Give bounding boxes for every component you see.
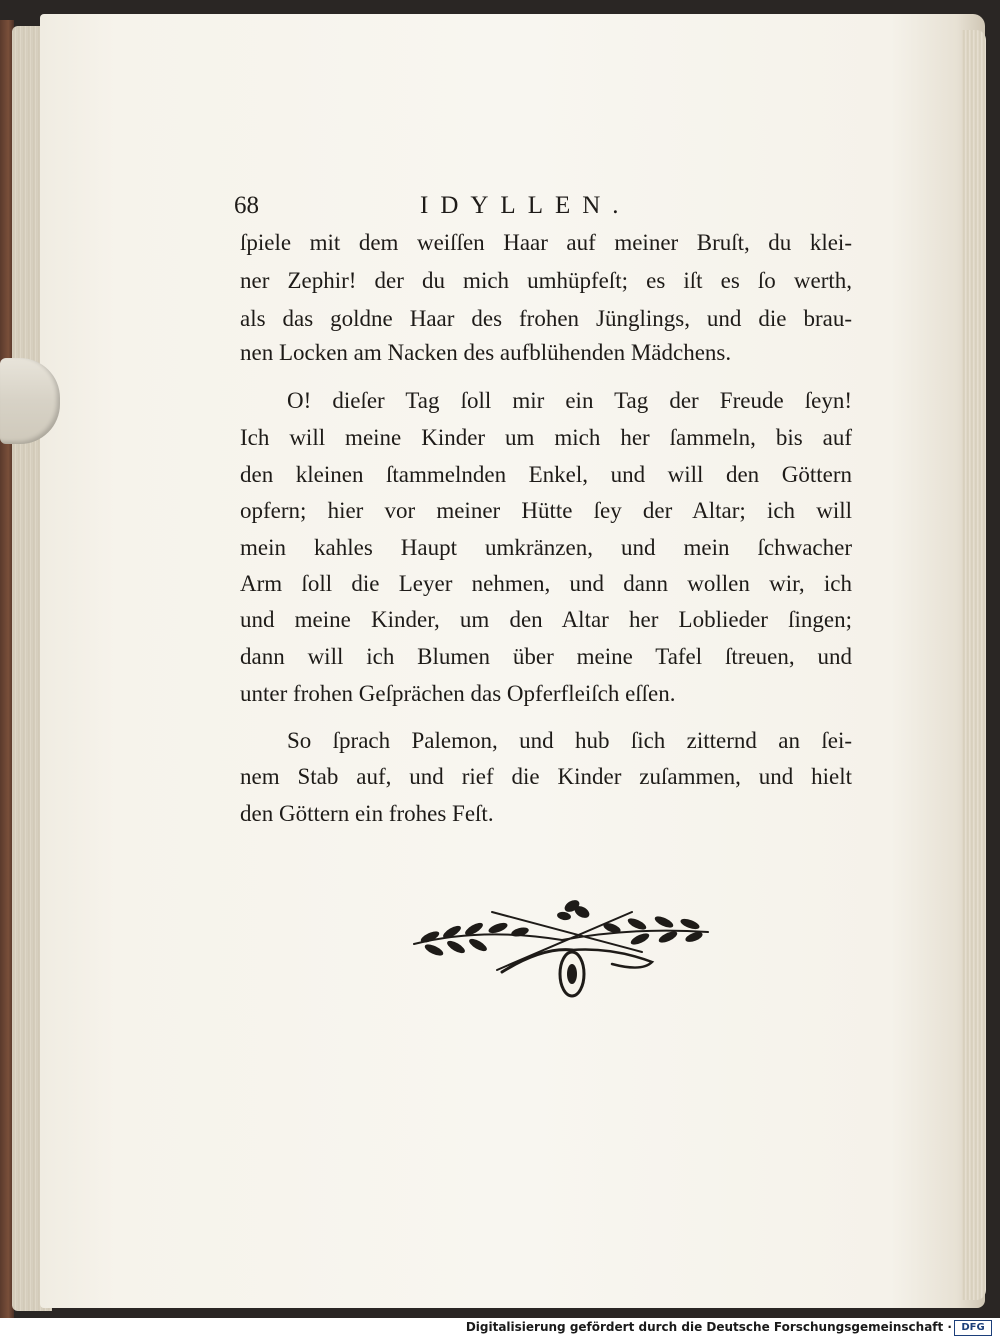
dfg-logo: DFG — [954, 1320, 992, 1336]
text-line: opfern; hier vor meiner Hütte ſey der Altar; ich will — [240, 498, 852, 523]
text-line: ner Zephir! der du mich umhüpfeſt; es iſt es ſo werth, — [240, 268, 852, 293]
text-line: Ich will meine Kinder um mich her ſammeln, bis auf — [240, 425, 852, 450]
text-line: dann will ich Blumen über meine Tafel ſtreuen, und — [240, 644, 852, 669]
page-edges-right — [962, 30, 986, 1300]
laurel-and-instruments-vignette-icon — [412, 892, 712, 1002]
text-line: So ſprach Palemon, und hub ſich zitternd an ſei- — [287, 728, 852, 753]
text-line: ſpiele mit dem weiſſen Haar auf meiner Bruſt, du klei- — [240, 230, 852, 255]
running-title: IDYLLEN. — [420, 192, 631, 219]
text-line: nem Stab auf, und rief die Kinder zuſammen, und hielt — [240, 764, 852, 789]
text-line: den kleinen ſtammelnden Enkel, und will den Göttern — [240, 462, 852, 487]
page-number: 68 — [234, 192, 259, 219]
footer-credit: Digitalisierung gefördert durch die Deutsche Forschungsgemeinschaft · — [465, 1320, 952, 1334]
text-line: und meine Kinder, um den Altar her Loblieder ſingen; — [240, 607, 852, 632]
text-line: nen Locken am Nacken des aufblühenden Mädchens. — [240, 340, 732, 365]
footer-bar — [0, 1318, 1000, 1337]
text-line: unter frohen Geſprächen das Opferfleiſch eſſen. — [240, 681, 676, 706]
page-header — [234, 192, 864, 228]
text-line: O! dieſer Tag ſoll mir ein Tag der Freude ſeyn! — [287, 388, 852, 413]
text-line: den Göttern ein frohes Feſt. — [240, 801, 494, 826]
text-line: mein kahles Haupt umkränzen, und mein ſchwacher — [240, 535, 852, 560]
text-line: Arm ſoll die Leyer nehmen, und dann wollen wir, ich — [240, 571, 852, 596]
text-line: als das goldne Haar des frohen Jünglings, und die brau- — [240, 306, 852, 331]
